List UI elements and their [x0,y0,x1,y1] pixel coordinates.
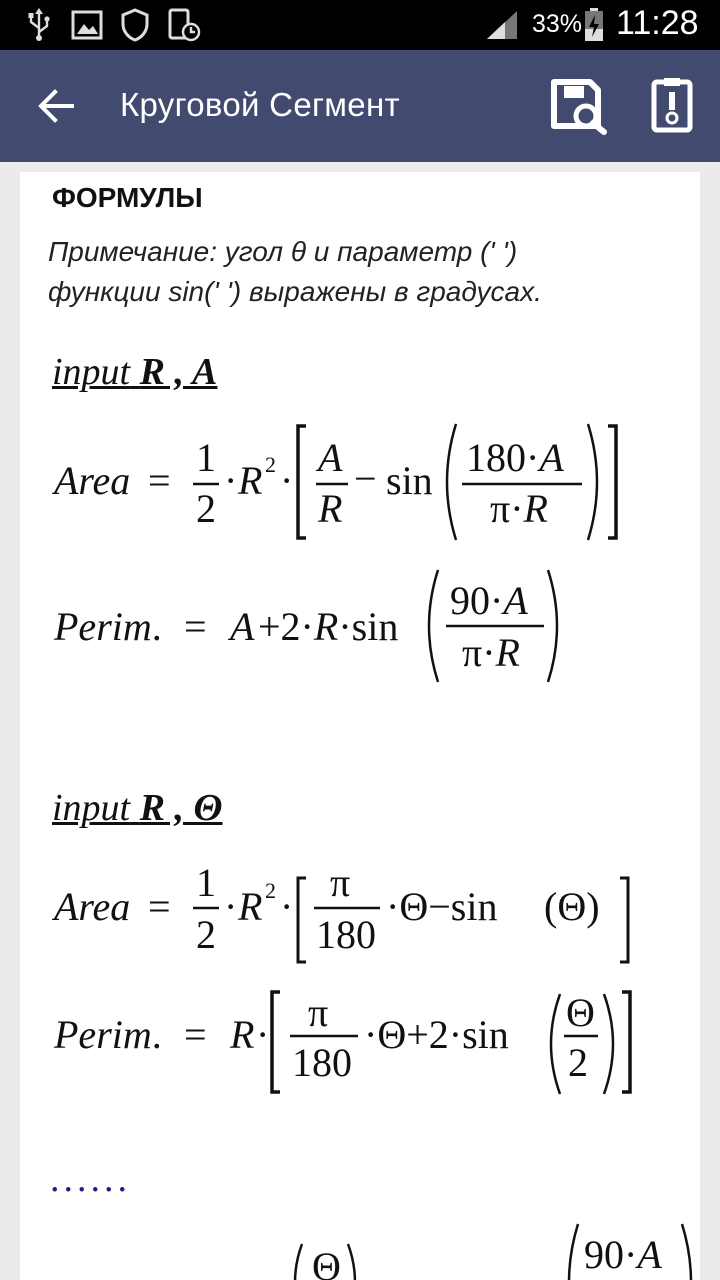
battery-percent: 33% [532,10,583,38]
svg-text:180: 180 [316,912,376,957]
page-title: Круговой Сегмент [120,86,400,123]
svg-text:π·R: π·R [462,630,520,675]
note-line-2: функции sin(' ') выражены в градусах. [48,276,542,307]
svg-text:2: 2 [196,486,216,531]
svg-text:R: R [230,1012,255,1057]
svg-text:π: π [308,990,329,1035]
svg-text:Θ: Θ [312,1244,341,1280]
svg-text:R: R [238,458,263,503]
input-word: input [52,787,131,829]
svg-text:2: 2 [568,1040,588,1085]
input-word: input [52,351,131,393]
formulas-card [20,172,700,1280]
input-vars: R , A [139,351,218,393]
svg-text:180·A: 180·A [466,435,564,480]
svg-text:2: 2 [196,912,216,957]
back-button[interactable] [26,76,86,136]
svg-text:·: · [224,884,238,929]
svg-text:Perim.: Perim. [54,604,162,649]
input-label-r-a [52,350,217,394]
status-bar [0,0,720,50]
perimeter-formula-2 [52,984,692,1100]
area-formula-2 [52,858,692,968]
shield-icon [118,0,152,50]
usb-icon [24,0,54,50]
svg-text:180: 180 [292,1040,352,1085]
svg-text:=: = [184,604,207,649]
phone-sync-icon [166,0,202,50]
perim-label: Perim [54,604,152,649]
save-button[interactable] [546,76,612,136]
svg-text:·: · [224,458,238,503]
clipboard-icon [644,76,700,136]
more-ellipsis: ...... [50,1158,131,1200]
perimeter-formula-1 [52,564,692,694]
svg-text:1: 1 [196,860,216,905]
svg-text:A: A [230,604,255,649]
svg-text:π·R: π·R [490,486,548,531]
svg-text:90·A: 90·A [450,578,528,623]
svg-text:−: − [354,456,377,501]
signal-icon [484,0,520,50]
svg-text:1: 1 [196,435,216,480]
chord-formula-partial [48,1222,700,1280]
svg-text:R: R [238,884,263,929]
svg-text:·: · [280,884,294,929]
area-label: Area [54,458,131,503]
svg-text:Perim.: Perim. [54,1012,162,1057]
clipboard-button[interactable] [644,76,700,136]
svg-text:·Θ+2·sin: ·Θ+2·sin [364,1012,509,1057]
svg-text:·: · [256,1012,270,1057]
svg-text:=: = [184,1012,207,1057]
svg-text:·: · [280,458,294,503]
svg-text:=: = [148,458,171,503]
svg-text:+2·R·sin: +2·R·sin [258,604,399,649]
input-label-r-theta [52,786,222,830]
svg-text:·Θ−sin: ·Θ−sin [386,884,498,929]
svg-text:2: 2 [265,878,276,903]
clock: 11:28 [616,4,699,42]
area-formula-1 [52,416,692,546]
svg-text:sin: sin [386,458,433,503]
svg-text:A: A [318,435,343,480]
input-vars: R , Θ [139,787,223,829]
battery-charging-icon [582,0,606,50]
svg-text:R: R [318,486,343,531]
svg-text:(Θ): (Θ) [544,884,600,929]
svg-text:=: = [148,884,171,929]
section-heading: ФОРМУЛЫ [52,182,203,213]
app-bar [0,50,720,162]
svg-text:π: π [330,860,351,905]
note-line-1: Примечание: угол θ и параметр (' ') [48,236,518,267]
back-arrow-icon [36,86,76,126]
svg-text:Area: Area [54,884,131,929]
save-icon [546,76,612,136]
svg-text:2: 2 [265,452,276,477]
svg-text:Θ: Θ [566,990,595,1035]
svg-text:90·A: 90·A [584,1232,662,1277]
gallery-icon [70,0,104,50]
